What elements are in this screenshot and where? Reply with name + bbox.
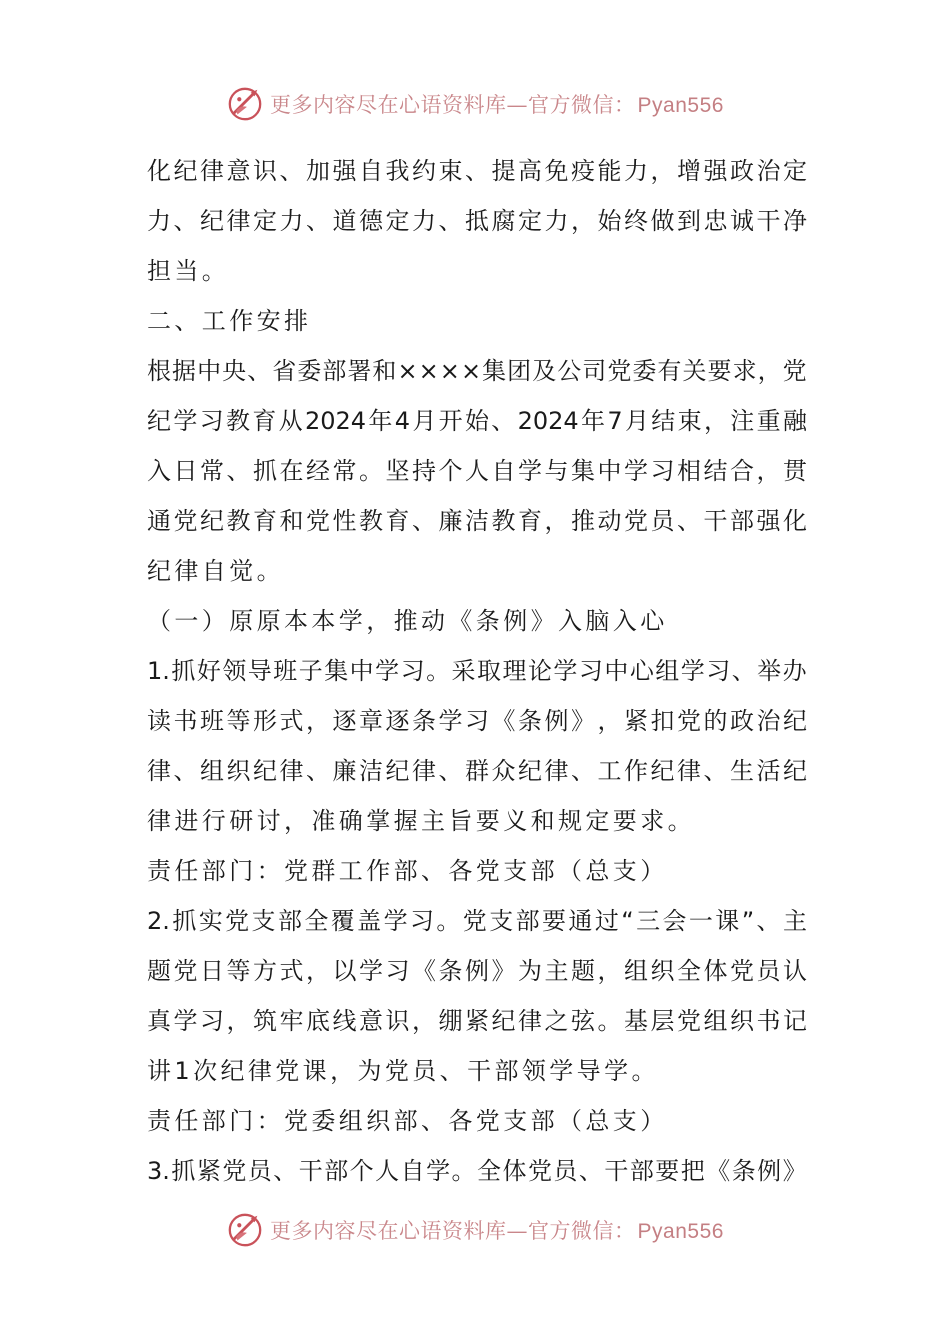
watermark-label: 更多内容尽在心语资料库—官方微信： bbox=[270, 1219, 636, 1243]
text-line: 2. 抓 实 党 支 部 全 覆 盖 学 习 。 党 支 部 要 通 过 “ 三 会 一 课 ” 、 主 bbox=[147, 907, 807, 935]
text-line: 通 党 纪 教 育 和 党 性 教 育 、 廉 洁 教 育 ， 推 动 党 员 、 干 部 强 化 bbox=[147, 507, 807, 535]
text-line: 担当。 bbox=[147, 257, 230, 285]
watermark-banner-top bbox=[0, 82, 950, 126]
text-line: 3. 抓 紧 党 员 、 干 部 个 人 自 学 。 全 体 党 员 、 干 部 要 把 《 条 例 》 bbox=[147, 1157, 807, 1185]
text-line: 纪律自觉。 bbox=[147, 557, 284, 585]
document-body bbox=[147, 146, 807, 1196]
text-line: 入 日 常 、 抓 在 经 常 。 坚 持 个 人 自 学 与 集 中 学 习 相 结 合 ， 贯 bbox=[147, 457, 807, 485]
text-line: 纪 学 习 教 育 从 2024 年 4 月 开 始 、 2024 年 7 月 结 束 ， 注 重 融 bbox=[147, 407, 807, 435]
watermark-handle: Pyan556 bbox=[637, 94, 724, 117]
text-line: 讲1次纪律党课，为党员、干部领学导学。 bbox=[147, 1057, 659, 1085]
text-line: 律进行研讨，准确掌握主旨要义和规定要求。 bbox=[147, 807, 695, 835]
text-line: 化 纪 律 意 识 、 加 强 自 我 约 束 、 提 高 免 疫 能 力 ， 增 强 政 治 定 bbox=[147, 157, 807, 185]
text-line: 真 学 习 ， 筑 牢 底 线 意 识 ， 绷 紧 纪 律 之 弦 。 基 层 党 组 织 书 记 bbox=[147, 1007, 807, 1035]
text-line: 二、工作安排 bbox=[147, 307, 312, 335]
text-line: 题 党 日 等 方 式 ， 以 学 习 《 条 例 》 为 主 题 ， 组 织 全 体 党 员 认 bbox=[147, 957, 807, 985]
text-line: 读 书 班 等 形 式 ， 逐 章 逐 条 学 习 《 条 例 》 ， 紧 扣 党 的 政 治 纪 bbox=[147, 707, 807, 735]
text-line: 责任部门：党委组织部、各党支部（总支） bbox=[147, 1107, 668, 1135]
text-line: 责任部门：党群工作部、各党支部（总支） bbox=[147, 857, 668, 885]
text-line: 律 、 组 织 纪 律 、 廉 洁 纪 律 、 群 众 纪 律 、 工 作 纪 律 、 生 活 纪 bbox=[147, 757, 807, 785]
watermark-text bbox=[270, 1215, 724, 1245]
pen-logo-icon bbox=[226, 85, 264, 123]
watermark-label: 更多内容尽在心语资料库—官方微信： bbox=[270, 93, 636, 117]
text-line: 1. 抓 好 领 导 班 子 集 中 学 习 。 采 取 理 论 学 习 中 心 组 学 习 、 举 办 bbox=[147, 657, 807, 685]
watermark-text bbox=[270, 89, 724, 119]
watermark-banner-bottom bbox=[0, 1208, 950, 1252]
pen-logo-icon bbox=[226, 1211, 264, 1249]
text-line: 力 、 纪 律 定 力 、 道 德 定 力 、 抵 腐 定 力 ， 始 终 做 到 忠 诚 干 净 bbox=[147, 207, 807, 235]
text-line: 根 据 中 央 、 省 委 部 署 和 × × × × 集 团 及 公 司 党 委 有 关 要 求 ， 党 bbox=[147, 357, 807, 385]
text-line: （一）原原本本学，推动《条例》入脑入心 bbox=[147, 607, 668, 635]
watermark-handle: Pyan556 bbox=[637, 1220, 724, 1243]
